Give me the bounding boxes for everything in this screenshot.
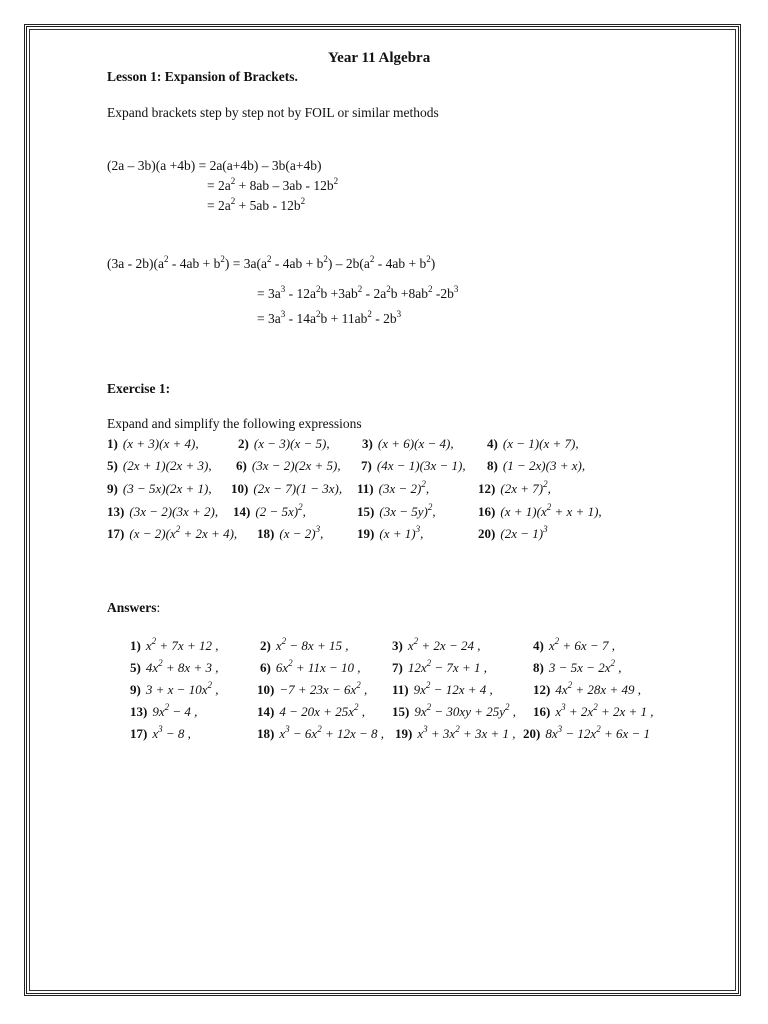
exercise-expression: (3x − 2)(2x + 5), — [251, 458, 341, 473]
exercise-expression: (x + 6)(x − 4), — [377, 436, 454, 451]
answer-number: 3) — [392, 638, 403, 653]
exercise-expression: $(3x - 5y)^2$, — [379, 502, 436, 519]
exercise-expression: $(3x - 2)^2$, — [378, 479, 430, 496]
answer-item — [392, 638, 480, 654]
answer-expression: $x^2 + 6x - 7$ , — [548, 636, 615, 653]
exercise-expression: $(2x + 7)^2$, — [500, 479, 551, 496]
exercise-item — [478, 504, 602, 520]
answer-number: 8) — [533, 660, 544, 675]
exercise-number: 5) — [107, 458, 118, 473]
answer-expression: $x^3 + 3x^2 + 3x + 1$ , — [417, 724, 516, 741]
answer-item — [130, 638, 218, 654]
exercise-item — [361, 458, 466, 474]
exercise-number: 11) — [357, 481, 374, 496]
answer-item — [130, 704, 197, 720]
exercise-number: 18) — [257, 526, 275, 541]
example1-line2: = $2a^2 + 8ab - 3ab - 12b^2$ — [207, 176, 339, 193]
exercise-item — [362, 436, 454, 452]
exercise-number: 13) — [107, 504, 125, 519]
exercise-item — [231, 481, 342, 497]
answer-item — [523, 726, 650, 742]
answer-item — [533, 704, 654, 720]
answer-expression: $3 - 5x - 2x^2$ , — [548, 658, 622, 675]
answer-item — [130, 682, 218, 698]
exercise-number: 3) — [362, 436, 373, 451]
answer-item — [260, 638, 348, 654]
exercise-item — [487, 458, 585, 474]
answer-item — [392, 704, 516, 720]
answer-number: 13) — [130, 704, 148, 719]
answer-expression: $3 + x - 10x^2$ , — [145, 680, 219, 697]
answer-expression: $6x^2 + 11x - 10$ , — [275, 658, 361, 675]
exercise-item — [107, 481, 212, 497]
exercise-expression: (4x − 1)(3x − 1), — [376, 458, 466, 473]
exercise-number: 1) — [107, 436, 118, 451]
answer-number: 15) — [392, 704, 410, 719]
answer-number: 12) — [533, 682, 551, 697]
exercise-expression: (2x + 1)(2x + 3), — [122, 458, 212, 473]
exercise-number: 14) — [233, 504, 251, 519]
exercise-expression: $(x - 2)^3$, — [279, 524, 324, 541]
answer-item — [130, 726, 191, 742]
example1-line3: = $2a^2 + 5ab - 12b^2$ — [207, 196, 306, 213]
exercise-number: 17) — [107, 526, 125, 541]
answer-number: 11) — [392, 682, 409, 697]
answer-expression: $9x^2 - 30xy + 25y^2$ , — [414, 702, 517, 719]
exercise-number: 19) — [357, 526, 375, 541]
exercise-heading: Exercise 1: — [107, 381, 171, 396]
exercise-item — [238, 436, 330, 452]
exercise-item — [357, 504, 436, 520]
answer-expression: $4 - 20x + 25x^2$ , — [279, 702, 365, 719]
exercise-expression: $(x + 1)(x^2 + x + 1)$, — [500, 502, 602, 519]
answer-number: 5) — [130, 660, 141, 675]
exercise-number: 7) — [361, 458, 372, 473]
exercise-item — [357, 481, 429, 497]
exercise-expression: $(x + 1)^3$, — [379, 524, 424, 541]
answer-expression: $x^3 - 6x^2 + 12x - 8$ , — [279, 724, 385, 741]
answer-expression: $4x^2 + 8x + 3$ , — [145, 658, 219, 675]
exercise-number: 20) — [478, 526, 496, 541]
example2-line2: = $3a^3 - 12a^2b +3ab^2 - 2a^2b +8ab^2$ $-2b^3$ — [257, 284, 459, 301]
exercise-number: 12) — [478, 481, 496, 496]
page-title: Year 11 Algebra — [328, 50, 431, 66]
exercise-expression: (3x − 2)(3x + 2), — [129, 504, 219, 519]
answer-number: 10) — [257, 682, 275, 697]
answer-item — [533, 660, 621, 676]
exercise-expression: $(2 - 5x)^2$, — [255, 502, 306, 519]
answer-number: 2) — [260, 638, 271, 653]
answer-item — [257, 704, 365, 720]
answer-item — [392, 660, 487, 676]
answer-item — [533, 638, 615, 654]
answers-colon: : — [156, 600, 161, 615]
answer-number: 1) — [130, 638, 141, 653]
exercise-expression: $(x - 2)(x^2 + 2x + 4)$, — [129, 524, 238, 541]
exercise-item — [233, 504, 306, 520]
answer-number: 19) — [395, 726, 413, 741]
exercise-number: 2) — [238, 436, 249, 451]
answer-number: 4) — [533, 638, 544, 653]
answer-number: 20) — [523, 726, 541, 741]
exercise-item — [236, 458, 341, 474]
exercise-number: 16) — [478, 504, 496, 519]
exercise-item — [107, 436, 199, 452]
answer-expression: $12x^2 - 7x + 1$ , — [407, 658, 487, 675]
answer-number: 18) — [257, 726, 275, 741]
answer-item — [395, 726, 516, 742]
answer-expression: $x^2 - 8x + 15$ , — [275, 636, 349, 653]
example2-line1: $(3a - 2b)(a^2 - 4ab + b^2) = 3a(a^2 - 4ab + b^2) - 2b(a^2 - 4ab + b^2)$ — [107, 254, 436, 271]
exercise-expression: (2x − 7)(1 − 3x), — [253, 481, 343, 496]
answer-number: 16) — [533, 704, 551, 719]
answer-number: 6) — [260, 660, 271, 675]
answer-expression: $4x^2 + 28x + 49$ , — [555, 680, 641, 697]
exercise-number: 8) — [487, 458, 498, 473]
answer-expression: $-7 + 23x - 6x^2$ , — [279, 680, 368, 697]
answer-item — [130, 660, 218, 676]
answer-number: 17) — [130, 726, 148, 741]
answer-number: 9) — [130, 682, 141, 697]
exercise-expression: (x − 1)(x + 7), — [502, 436, 579, 451]
exercise-expression: (x + 3)(x + 4), — [122, 436, 199, 451]
exercise-item — [257, 526, 323, 542]
answer-item — [392, 682, 493, 698]
lesson-heading: Lesson 1: Expansion of Brackets. — [107, 69, 298, 84]
example2-line3: = $3a^3 - 14a^2b + 11ab^2 - 2b^3$ — [257, 309, 402, 326]
example1-line1: (2a – 3b)(a +4b) = 2a(a+4b) – 3b(a+4b) — [107, 158, 322, 173]
exercise-item — [478, 481, 551, 497]
exercise-item — [478, 526, 548, 542]
instruction-text: Expand brackets step by step not by FOIL or similar methods — [107, 105, 439, 120]
exercise-expression: $(2x - 1)^3$ — [500, 524, 548, 541]
answer-expression: $x^2 + 7x + 12$ , — [145, 636, 219, 653]
answer-number: 7) — [392, 660, 403, 675]
answer-item — [533, 682, 641, 698]
exercise-number: 10) — [231, 481, 249, 496]
exercise-expression: (3 − 5x)(2x + 1), — [122, 481, 212, 496]
answer-expression: $8x^3 - 12x^2 + 6x - 1$ — [545, 724, 651, 741]
exercise-item — [107, 458, 212, 474]
exercise-expression: (x − 3)(x − 5), — [253, 436, 330, 451]
answer-expression: $x^2 + 2x - 24$ , — [407, 636, 481, 653]
answer-number: 14) — [257, 704, 275, 719]
exercise-number: 9) — [107, 481, 118, 496]
exercise-item — [357, 526, 423, 542]
exercise-expression: (1 − 2x)(3 + x), — [502, 458, 586, 473]
exercise-item — [107, 504, 218, 520]
exercise-number: 6) — [236, 458, 247, 473]
answer-expression: $9x^2 - 12x + 4$ , — [413, 680, 493, 697]
answer-item — [260, 660, 361, 676]
exercise-item — [107, 526, 237, 542]
answer-expression: $9x^2 - 4$ , — [152, 702, 198, 719]
answers-heading: Answers — [107, 600, 157, 615]
answer-expression: $x^3 - 8$ , — [152, 724, 191, 741]
exercise-number: 15) — [357, 504, 375, 519]
exercise-item — [487, 436, 579, 452]
answer-item — [257, 726, 384, 742]
answer-expression: $x^3 + 2x^2 + 2x + 1$ , — [555, 702, 654, 719]
exercise-number: 4) — [487, 436, 498, 451]
exercise-prompt: Expand and simplify the following expressions — [107, 416, 362, 431]
answers-heading-wrap — [107, 600, 160, 616]
answer-item — [257, 682, 367, 698]
